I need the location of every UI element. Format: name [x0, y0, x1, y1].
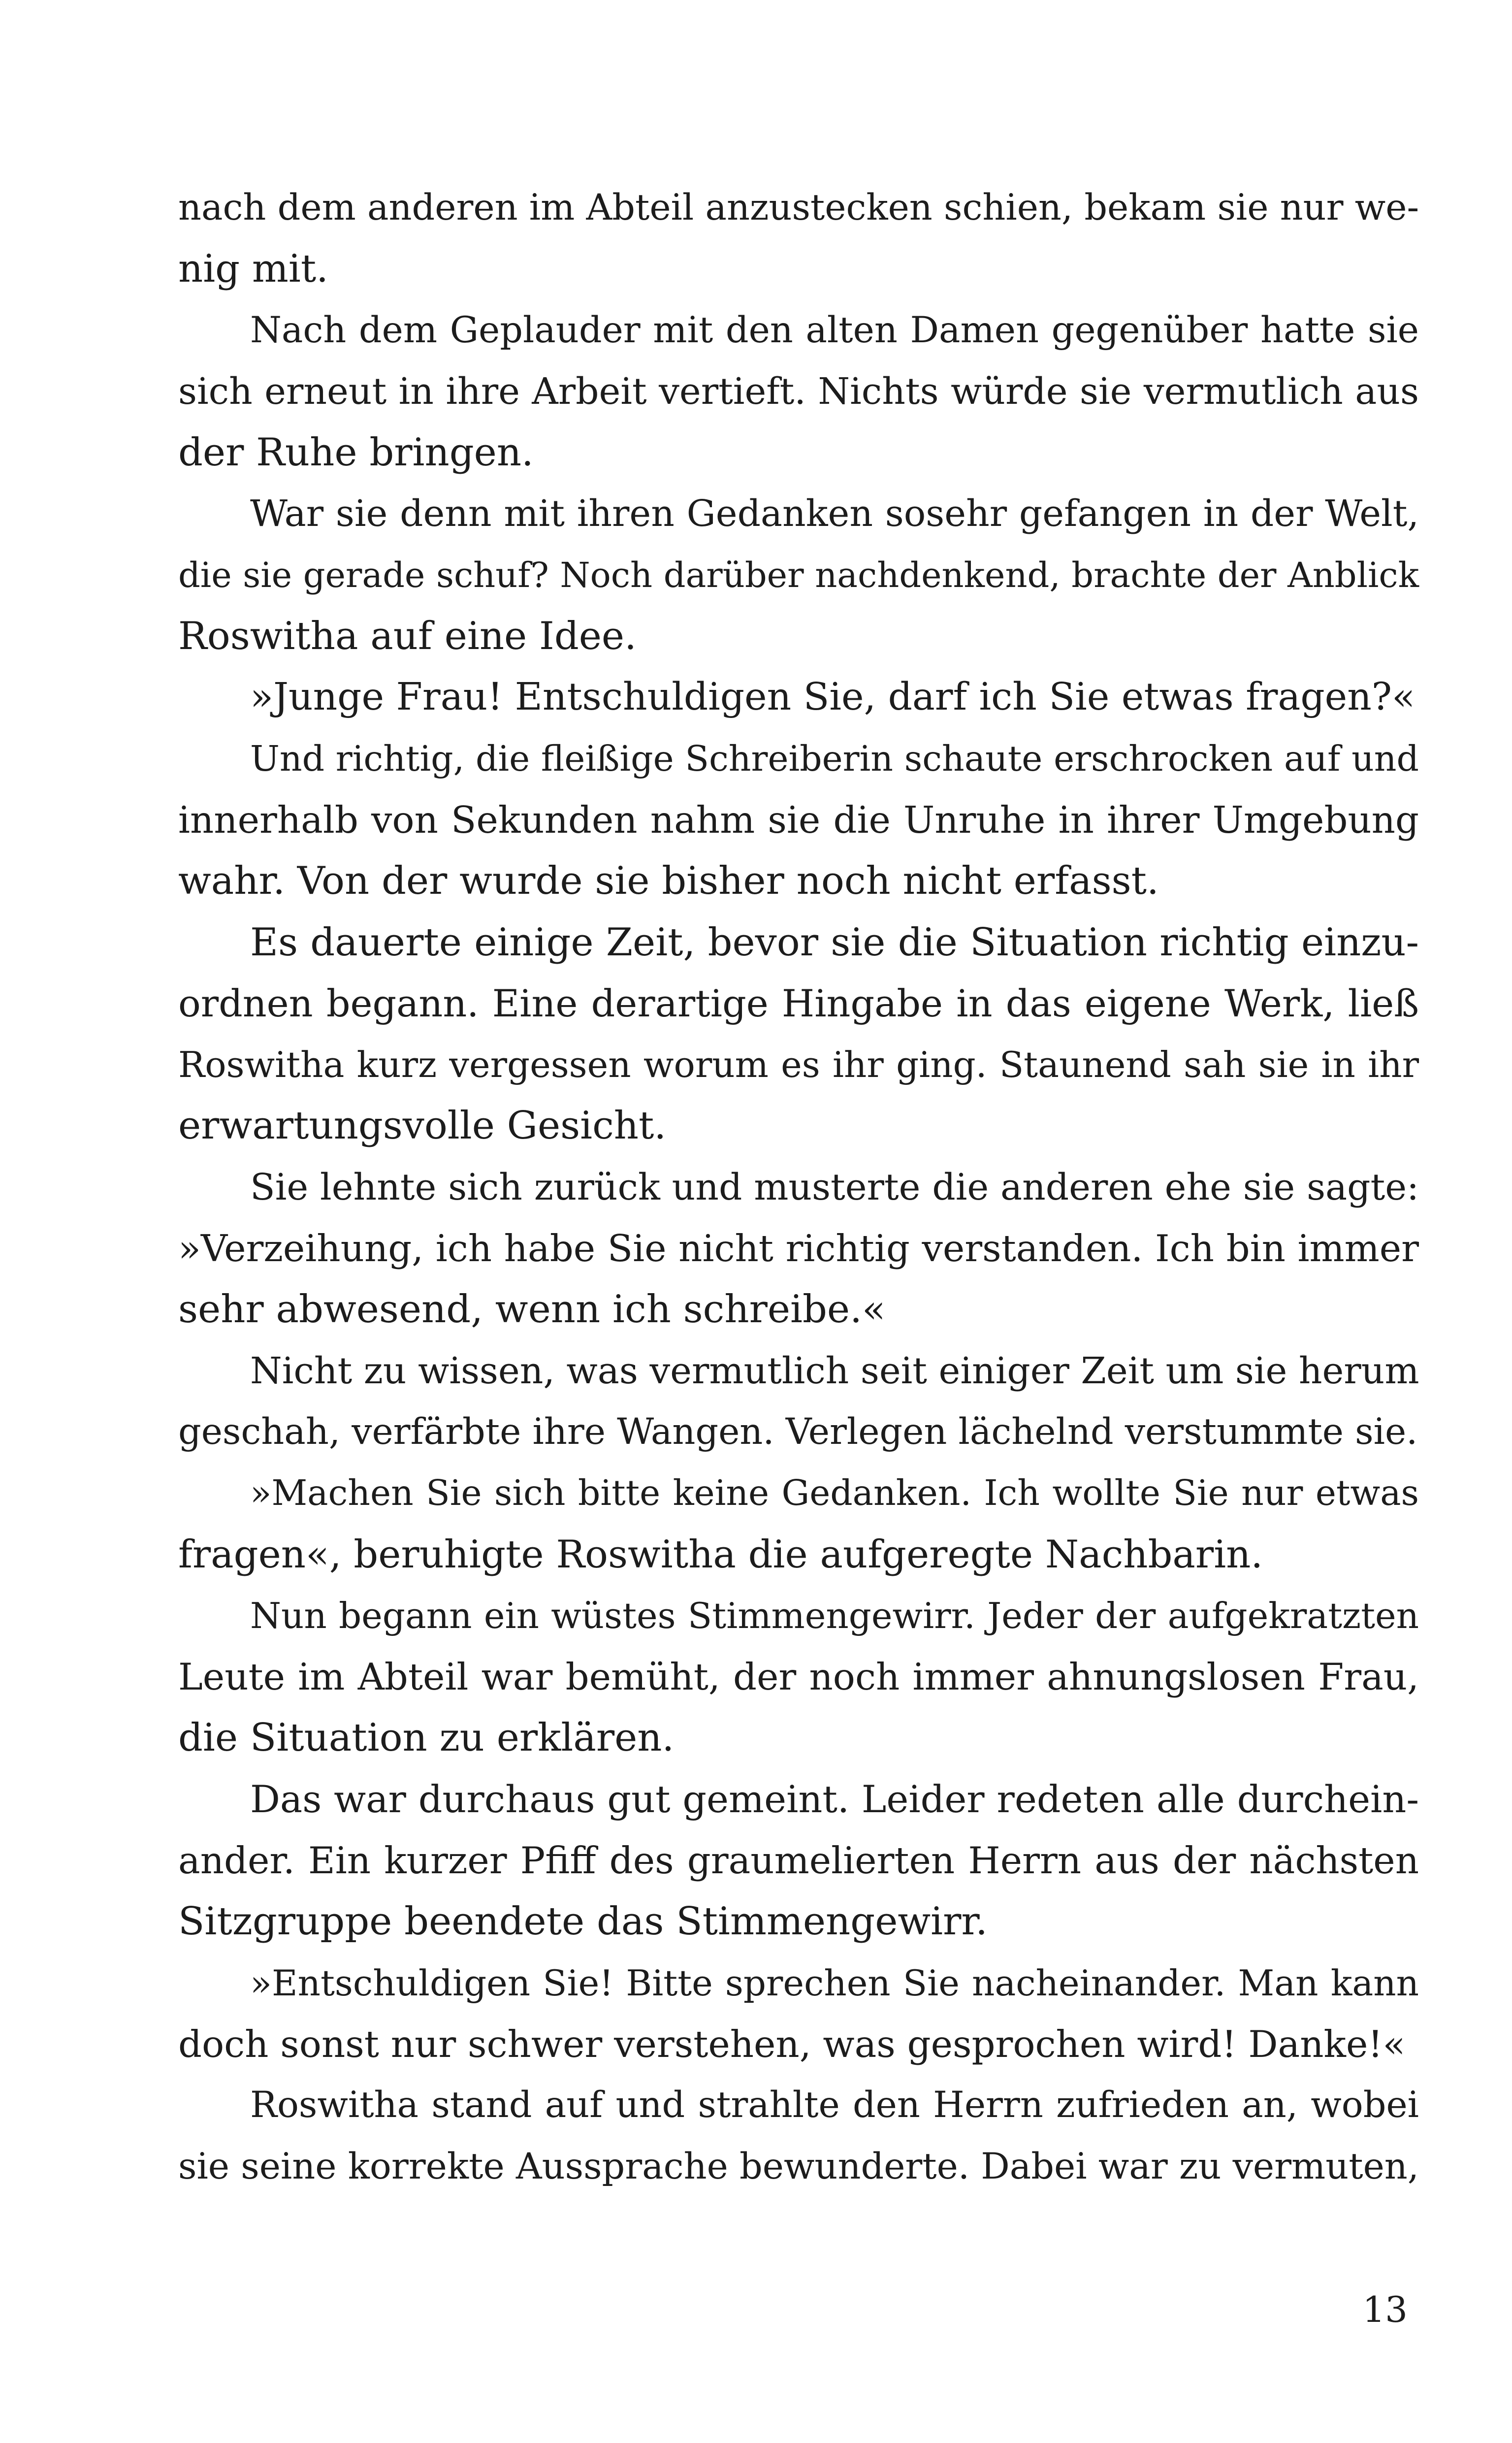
text-line: sie seine korrekte Aussprache bewunderte. Dabei war zu vermuten, [178, 2145, 1419, 2187]
text-line: »Verzeihung, ich habe Sie nicht richtig verstanden. Ich bin immer [178, 1227, 1419, 1270]
text-line: »Machen Sie sich bitte keine Gedanken. Ich wollte Sie nur etwas [250, 1472, 1419, 1514]
text-line: ordnen begann. Eine derartige Hingabe in das eigene Werk, ließ [178, 981, 1419, 1025]
text-line: fragen«, beruhigte Roswitha die aufgeregte Nachbarin. [178, 1532, 1263, 1577]
text-line: der Ruhe bringen. [178, 430, 534, 475]
text-line: Leute im Abteil war bemüht, der noch immer ahnungslosen Frau, [178, 1655, 1419, 1699]
text-line: die sie gerade schuf? Noch darüber nachdenkend, brachte der Anblick [178, 554, 1419, 595]
text-line: Nicht zu wissen, was vermutlich seit einiger Zeit um sie herum [250, 1349, 1419, 1392]
text-line: die Situation zu erklären. [178, 1716, 675, 1760]
text-line: »Entschuldigen Sie! Bitte sprechen Sie nacheinander. Man kann [250, 1962, 1419, 2004]
text-line: Roswitha stand auf und strahlte den Herrn zufrieden an, wobei [250, 2084, 1419, 2126]
text-line: War sie denn mit ihren Gedanken sosehr gefangen in der Welt, [250, 492, 1419, 535]
body-text [178, 177, 1419, 2197]
text-line: Sie lehnte sich zurück und musterte die anderen ehe sie sagte: [250, 1166, 1419, 1208]
text-line: Roswitha auf eine Idee. [178, 614, 637, 659]
text-line: Nun begann ein wüstes Stimmengewirr. Jeder der aufgekratzten [250, 1595, 1419, 1636]
text-line: innerhalb von Sekunden nahm sie die Unruhe in ihrer Umgebung [178, 798, 1419, 842]
text-line: Roswitha kurz vergessen worum es ihr ging. Staunend sah sie in ihr [178, 1044, 1419, 1086]
text-line: doch sonst nur schwer verstehen, was gesprochen wird! Danke!« [178, 2022, 1406, 2066]
text-line: »Junge Frau! Entschuldigen Sie, darf ich Sie etwas fragen?« [250, 675, 1415, 719]
page-number: 13 [1362, 2289, 1408, 2330]
text-line: ander. Ein kurzer Pfiff des graumelierten Herrn aus der nächsten [178, 1839, 1419, 1883]
text-line: erwartungsvolle Gesicht. [178, 1104, 667, 1148]
text-line: Es dauerte einige Zeit, bevor sie die Situation richtig einzu- [250, 920, 1419, 965]
text-line: sich erneut in ihre Arbeit vertieft. Nichts würde sie vermutlich aus [178, 370, 1419, 413]
text-line: Und richtig, die fleißige Schreiberin schaute erschrocken auf und [250, 738, 1419, 779]
text-line: geschah, verfärbte ihre Wangen. Verlegen lächelnd verstummte sie. [178, 1410, 1418, 1453]
text-line: sehr abwesend, wenn ich schreibe.« [178, 1287, 886, 1332]
text-line: nach dem anderen im Abteil anzustecken schien, bekam sie nur we- [178, 187, 1419, 228]
text-line: nig mit. [178, 247, 328, 292]
text-line: wahr. Von der wurde sie bisher noch nicht erfasst. [178, 859, 1159, 904]
text-line: Nach dem Geplauder mit den alten Damen gegenüber hatte sie [250, 309, 1419, 351]
text-line: Sitzgruppe beendete das Stimmengewirr. [178, 1899, 988, 1944]
text-line: Das war durchaus gut gemeint. Leider redeten alle durchein- [250, 1777, 1419, 1821]
